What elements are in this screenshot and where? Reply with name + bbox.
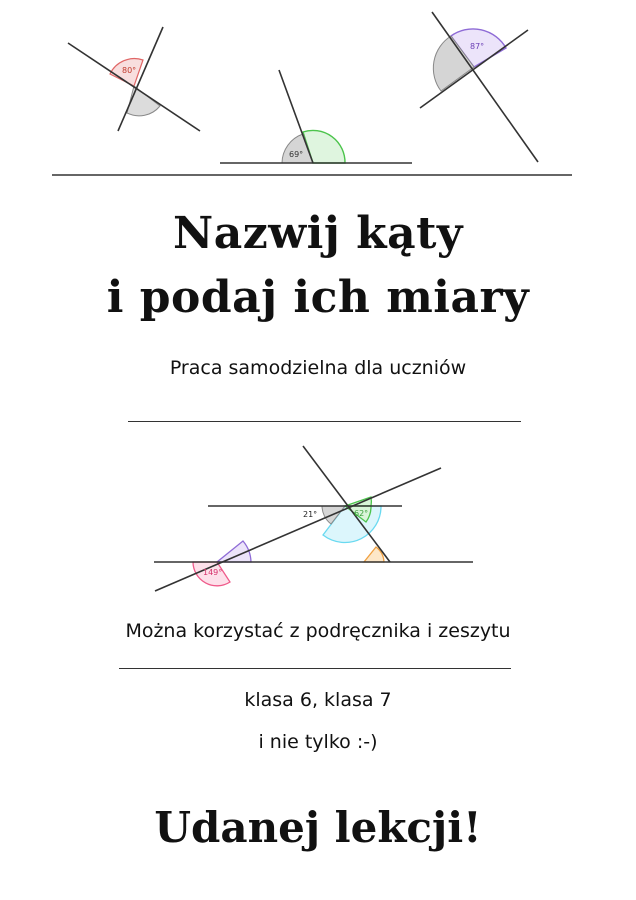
note-text: Można korzystać z podręcznika i zeszytu xyxy=(125,620,511,642)
figure-a-angle-label: 80° xyxy=(122,66,137,75)
grades-text: klasa 6, klasa 7 xyxy=(244,689,392,711)
page-title-line-1: Nazwij kąty xyxy=(173,208,463,259)
divider-2 xyxy=(119,668,511,669)
page-title-line-2: i podaj ich miary xyxy=(106,272,530,323)
extra-text: i nie tylko :-) xyxy=(258,731,378,753)
closing-text: Udanej lekcji! xyxy=(154,803,482,852)
figure-b-angle-label: 69° xyxy=(289,150,304,159)
middle-angle-62-label: 62° xyxy=(354,509,369,518)
middle-angle-21-label: 21° xyxy=(303,510,318,519)
figure-c-angle-label: 87° xyxy=(470,42,485,51)
green-angle xyxy=(345,497,371,506)
subtitle: Praca samodzielna dla uczniów xyxy=(169,357,467,379)
middle-angle-149-label: 149° xyxy=(203,568,223,577)
